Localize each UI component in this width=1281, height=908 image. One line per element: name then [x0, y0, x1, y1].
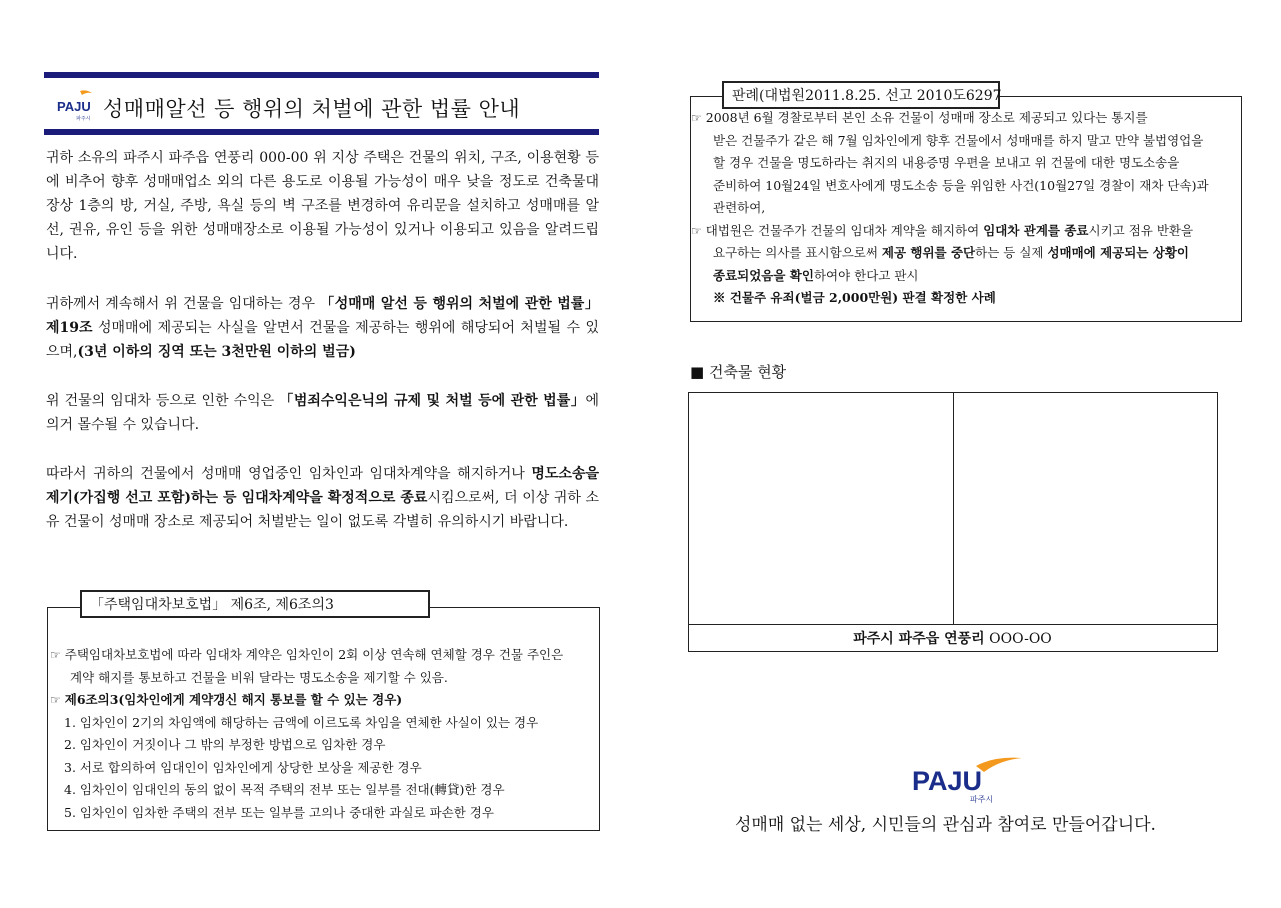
precedent-line: 준비하여 10월24일 변호사에게 명도소송 등을 위임한 사건(10월27일 경찰이 재차 단속)과 [713, 177, 1209, 193]
building-address: 파주시 파주읍 연풍리 OOO-OO [853, 631, 1052, 647]
svg-text:PAJU: PAJU [57, 99, 91, 114]
page-title: 성매매알선 등 행위의 처벌에 관한 법률 안내 [103, 97, 521, 121]
svg-text:PAJU: PAJU [912, 766, 983, 796]
precedent-box [690, 96, 1242, 322]
housing-law-label: 「주택임대차보호법」 제6조, 제6조의3 [80, 590, 430, 618]
housing-bullet-1-cont: 계약 해지를 통보하고 건물을 비워 달라는 명도소송을 제기할 수 있음. [70, 669, 448, 685]
svg-text:파주시: 파주시 [970, 795, 994, 804]
housing-bullet-1: ☞ 주택임대차보호법에 따라 임대차 계약은 임차인이 2회 이상 연속해 연체할 경우 건물 주인은 [50, 647, 564, 662]
list-item: 2. 임차인이 거짓이나 그 밖의 부정한 방법으로 임차한 경우 [64, 737, 386, 752]
precedent-label: 판례(대법원2011.8.25. 선고 2010도6297 [722, 81, 1000, 109]
list-item: 5. 임차인이 임차한 주택의 전부 또는 일부를 고의나 중대한 과실로 파손한 경우 [64, 804, 494, 820]
precedent-bullet-2: ☞ 대법원은 건물주가 건물의 임대차 계약을 해지하여 임대차 관계를 종료시키고 점유 반환을 [691, 222, 1194, 238]
precedent-line: 할 경우 건물을 명도하라는 취지의 내용증명 우편을 보내고 위 건물에 대한 명도소송을 [713, 155, 1180, 170]
pointing-hand-icon: ☞ [50, 648, 61, 662]
svg-text:파주시: 파주시 [76, 116, 91, 122]
advice-paragraph: 따라서 귀하의 건물에서 성매매 영업중인 임차인과 임대차계약을 해지하거나 명도소송을 제기(가집행 선고 포함)하는 등 임대차계약을 확정적으로 종료시킴으로써, 더 이상 귀하 소유 건물이 성매매 장소로 제공되어 처벌받는 일이 없도록 각별히 유의하시기 바랍니다. [46, 466, 600, 530]
renewal-conditions-list [50, 712, 598, 825]
building-heading: ■ 건축물 현황 [690, 363, 787, 381]
precedent-line: 요구하는 의사를 표시함으로써 제공 행위를 중단하는 등 실제 성매매에 제공되는 상황이 [713, 245, 1189, 260]
housing-law-box [47, 607, 600, 831]
precedent-line: 받은 건물주가 같은 해 7월 임차인에게 향후 건물에서 성매매를 하지 말고 만약 불법영업을 [713, 132, 1204, 148]
footer-slogan: 성매매 없는 세상, 시민들의 관심과 참여로 만들어갑니다. [735, 815, 1156, 835]
pointing-hand-icon: ☞ [50, 693, 61, 707]
precedent-note: ※ 건물주 유죄(벌금 2,000만원) 판결 확정한 사례 [713, 290, 996, 305]
paju-logo-small [56, 87, 94, 123]
building-table-divider [953, 392, 954, 624]
square-bullet-icon: ■ [690, 363, 709, 381]
pointing-hand-icon: ☞ [691, 223, 702, 238]
precedent-line: 관련하여, [713, 200, 766, 215]
title-rule-top [44, 72, 599, 78]
precedent-line: 종료되었음을 확인하여야 한다고 판시 [713, 267, 919, 283]
penalty-paragraph: 귀하께서 계속해서 위 건물을 임대하는 경우 「성매매 알선 등 행위의 처벌에 관한 법률」 제19조 성매매에 제공되는 사실을 알면서 건물을 제공하는 행위에 해당되어 처벌될 수 있으며,(3년 이하의 징역 또는 3천만원 이하의 벌금) [46, 296, 599, 360]
precedent-bullet-1: ☞ 2008년 6월 경찰로부터 본인 소유 건물이 성매매 장소로 제공되고 있다는 통지를 [691, 110, 1148, 125]
list-item: 1. 임차인이 2기의 차임액에 해당하는 금액에 이르도록 차임을 연체한 사실이 있는 경우 [64, 714, 539, 730]
building-table-hline [688, 624, 1217, 625]
forfeiture-paragraph: 위 건물의 임대차 등으로 인한 수익은 「범죄수익은닉의 규제 및 처벌 등에 관한 법률」에 의거 몰수될 수 있습니다. [46, 393, 599, 433]
pointing-hand-icon: ☞ [691, 111, 702, 125]
list-item: 3. 서로 합의하여 임대인이 임차인에게 상당한 보상을 제공한 경우 [64, 759, 422, 775]
paju-logo-large [910, 754, 1025, 804]
intro-paragraph: 귀하 소유의 파주시 파주읍 연풍리 000-00 위 지상 주택은 건물의 위치, 구조, 이용현황 등에 비추어 향후 성매매업소 외의 다른 용도로 이용될 가능성이 매우 낮을 정도로 건축물대장상 1층의 방, 거실, 주방, 욕실 등의 벽 구조를 변경하여 유리문을 설치하고 성매매를 알선, 권유, 유인 등을 위한 성매매장소로 이용될 가능성이 있거나 이용되고 있음을 알려드립니다. [46, 150, 599, 262]
list-item: 4. 임차인이 임대인의 동의 없이 목적 주택의 전부 또는 일부를 전대(轉貸)한 경우 [64, 782, 505, 797]
title-rule-bottom [44, 129, 599, 135]
housing-bullet-2: ☞ 제6조의3(임차인에게 계약갱신 해지 통보를 할 수 있는 경우) [50, 692, 403, 707]
